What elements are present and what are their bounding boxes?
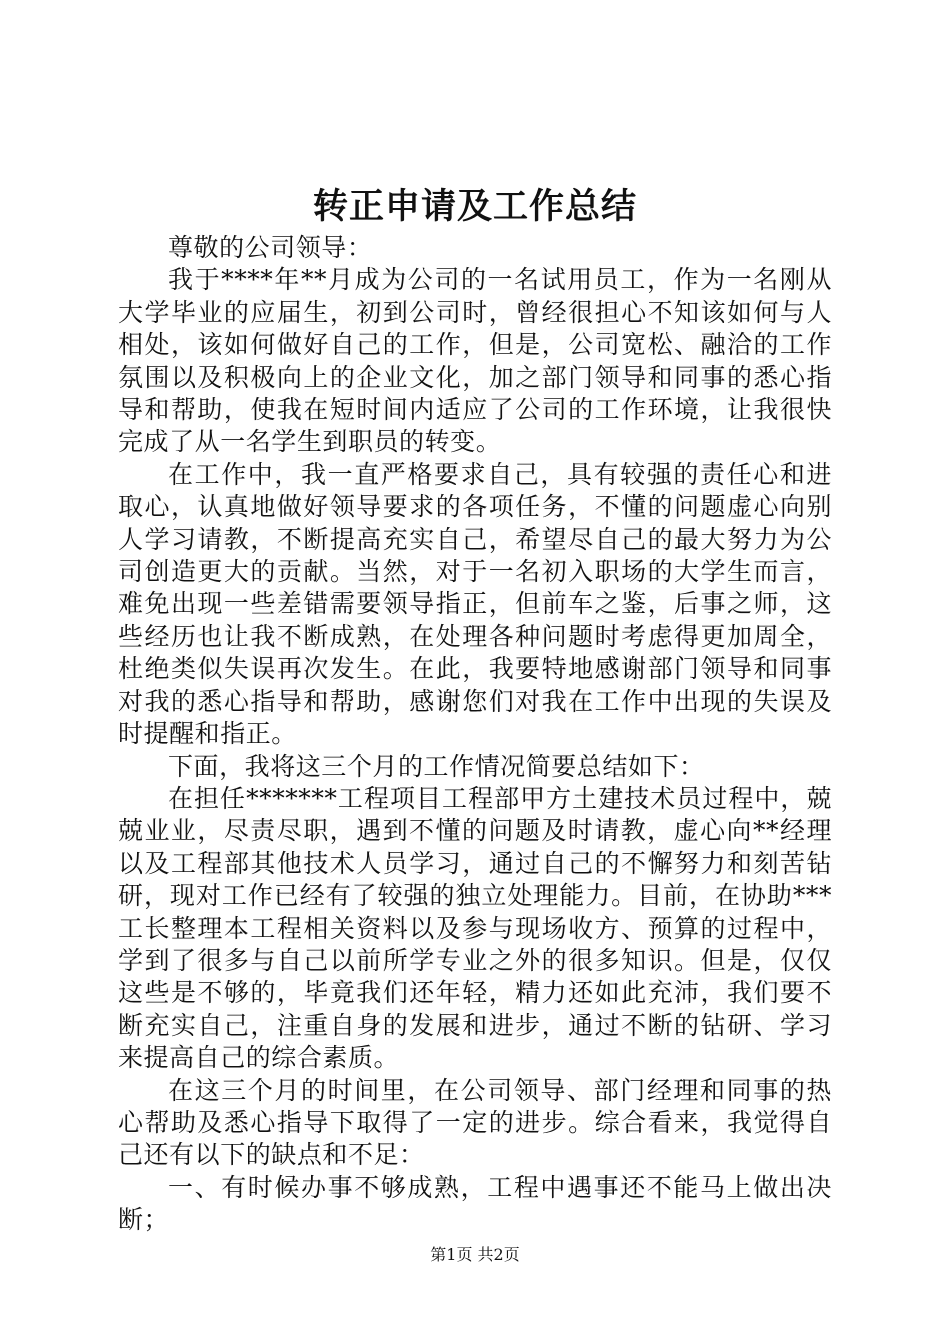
- paragraph-job-duties: 在担任*******工程项目工程部甲方土建技术员过程中，兢兢业业，尽责尽职，遇到不懂的问题及时请教，虚心向**经理以及工程部其他技术人员学习，通过自己的不懈努力和刻苦钻研，现对工作已经有了较强的独立处理能力。目前，在协助***工长整理本工程相关资料以及参与现场收方、预算的过程中，学到了很多与自己以前所学专业之外的很多知识。但是，仅仅这些是不够的，毕竟我们还年轻，精力还如此充沛，我们要不断充实自己，注重自身的发展和进步，通过不断的钻研、学习来提高自己的综合素质。: [118, 783, 832, 1073]
- salutation: 尊敬的公司领导：: [168, 233, 373, 262]
- paragraph-shortcoming-1: 一、有时候办事不够成熟，工程中遇事还不能马上做出决断；: [118, 1172, 832, 1235]
- document-body: [118, 232, 832, 1237]
- paragraph-progress: 在这三个月的时间里，在公司领导、部门经理和同事的热心帮助及悉心指导下取得了一定的进步。综合看来，我觉得自己还有以下的缺点和不足：: [118, 1075, 832, 1170]
- document-title: 转正申请及工作总结: [312, 186, 637, 227]
- page-number-footer: 第1页 共2页: [430, 1245, 520, 1264]
- paragraph-work-attitude: 在工作中，我一直严格要求自己，具有较强的责任心和进取心，认真地做好领导要求的各项任务，不懂的问题虚心向别人学习请教，不断提高充实自己，希望尽自己的最大努力为公司创造更大的贡献。当然，对于一名初入职场的大学生而言，难免出现一些差错需要领导指正，但前车之鉴，后事之师，这些经历也让我不断成熟，在处理各种问题时考虑得更加周全，杜绝类似失误再次发生。在此，我要特地感谢部门领导和同事对我的悉心指导和帮助，感谢您们对我在工作中出现的失误及时提醒和指正。: [118, 459, 832, 749]
- paragraph-intro: 我于****年**月成为公司的一名试用员工，作为一名刚从大学毕业的应届生，初到公司时，曾经很担心不知该如何与人相处，该如何做好自己的工作，但是，公司宽松、融洽的工作氛围以及积极向上的企业文化，加之部门领导和同事的悉心指导和帮助，使我在短时间内适应了公司的工作环境，让我很快完成了从一名学生到职员的转变。: [118, 265, 832, 457]
- paragraph-summary-lead: 下面，我将这三个月的工作情况简要总结如下：: [168, 751, 705, 781]
